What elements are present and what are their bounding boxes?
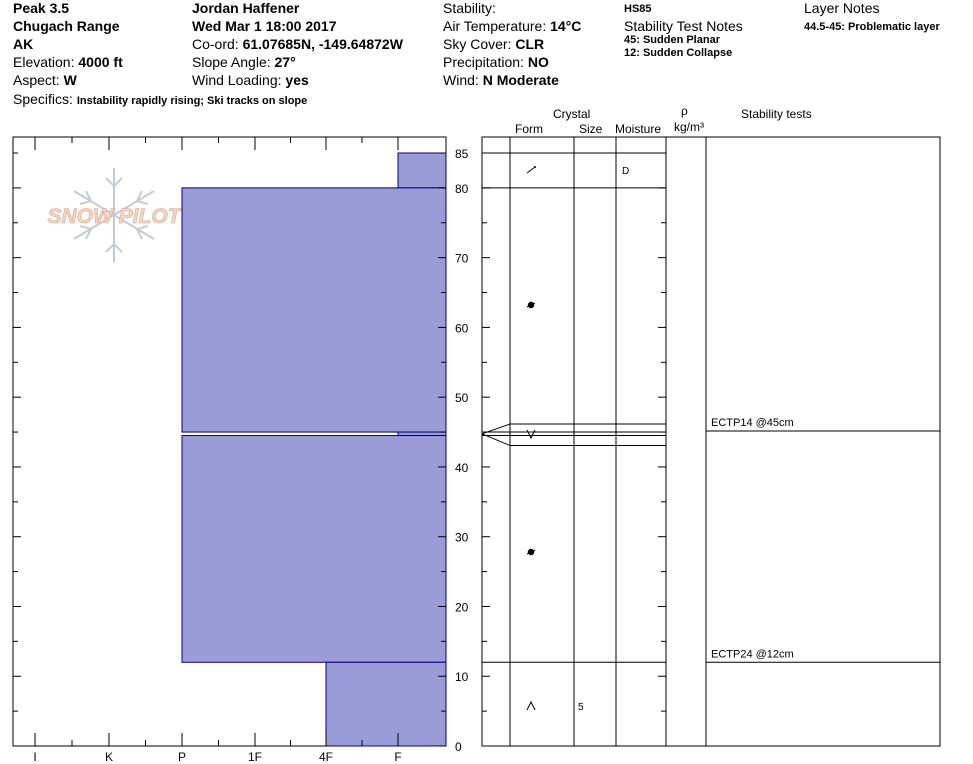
decomposing-symbol	[534, 166, 536, 168]
hardness-bar	[398, 153, 446, 188]
moisture-header: Moisture	[615, 122, 662, 136]
wind-value: N Moderate	[482, 72, 559, 88]
slope-label: Slope Angle:	[192, 54, 271, 70]
layer-note: 44.5-45: Problematic layer	[804, 21, 940, 33]
depth-tick-label: 20	[455, 600, 469, 615]
hardness-bar	[326, 662, 446, 746]
depth-tick-label: 0	[455, 740, 462, 754]
wind-loading-label: Wind Loading:	[192, 72, 282, 88]
hardness-bar	[182, 188, 446, 432]
specifics-value: Instability rapidly rising; Ski tracks on slope	[76, 95, 308, 107]
sky-label: Sky Cover:	[443, 36, 512, 52]
density-symbol: ρ	[681, 104, 688, 118]
depth-tick-label: 80	[455, 181, 469, 196]
hardness-tick-label: F	[394, 750, 402, 764]
air-temp-label: Air Temperature:	[443, 18, 547, 34]
observer-name: Jordan Haffener	[192, 0, 300, 16]
density-unit: kg/m³	[674, 120, 704, 134]
surface-hoar-symbol	[527, 430, 535, 438]
coord-value: 61.07685N, -149.64872W	[242, 36, 403, 52]
observation-datetime: Wed Mar 1 18:00 2017	[192, 18, 337, 34]
elevation-value: 4000 ft	[78, 54, 123, 70]
elevation-label: Elevation:	[13, 54, 75, 70]
hardness-tick-label: I	[33, 750, 37, 764]
hs-value: HS85	[624, 3, 652, 15]
aspect-value: W	[63, 72, 77, 88]
precip-value: NO	[527, 54, 549, 70]
precip-label: Precipitation:	[443, 54, 524, 70]
stability-tests-header: Stability tests	[741, 107, 812, 121]
range-name: Chugach Range	[13, 18, 120, 34]
hardness-tick-label: 4F	[318, 750, 334, 764]
depth-tick-label: 85	[455, 147, 469, 161]
layer-notes-title: Layer Notes	[804, 0, 880, 16]
depth-tick-label: 50	[455, 391, 469, 406]
size-header: Size	[579, 122, 603, 136]
size-value: 5	[578, 702, 584, 713]
hardness-tick-label: P	[177, 750, 187, 764]
depth-tick-label: 40	[455, 460, 469, 475]
depth-hoar-symbol	[527, 702, 535, 710]
sky-value: CLR	[515, 36, 545, 52]
hardness-bar	[398, 432, 446, 435]
air-temp-value: 14°C	[550, 18, 582, 34]
hardness-tick-label: K	[104, 750, 114, 764]
hardness-tick-label: 1F	[247, 750, 263, 764]
state-name: AK	[13, 36, 34, 52]
stability-notes-title: Stability Test Notes	[624, 18, 743, 34]
depth-tick-label: 60	[455, 321, 469, 336]
aspect-label: Aspect:	[13, 72, 60, 88]
specifics-label: Specifics:	[13, 91, 73, 107]
hardness-bar	[182, 436, 446, 663]
slope-value: 27°	[274, 54, 296, 70]
crystal-header: Crystal	[553, 107, 591, 121]
decomposing-symbol	[527, 167, 535, 173]
moisture-value: D	[622, 166, 630, 177]
coord-label: Co-ord:	[192, 36, 239, 52]
stability-note: 12: Sudden Collapse	[624, 47, 733, 59]
stability-note: 45: Sudden Planar	[624, 34, 720, 46]
location-name: Peak 3.5	[13, 0, 70, 16]
stability-test-label: ECTP14 @45cm	[711, 417, 794, 430]
stability-test-label: ECTP24 @12cm	[711, 648, 794, 661]
snowpilot-wordmark: SNOW PILOT	[47, 205, 181, 228]
form-header: Form	[515, 122, 543, 136]
wind-loading-value: yes	[285, 72, 309, 88]
wind-label: Wind:	[443, 72, 479, 88]
depth-tick-label: 70	[455, 251, 469, 266]
depth-tick-label: 30	[455, 530, 469, 545]
stability-label: Stability:	[443, 0, 496, 16]
depth-tick-label: 10	[455, 670, 469, 685]
